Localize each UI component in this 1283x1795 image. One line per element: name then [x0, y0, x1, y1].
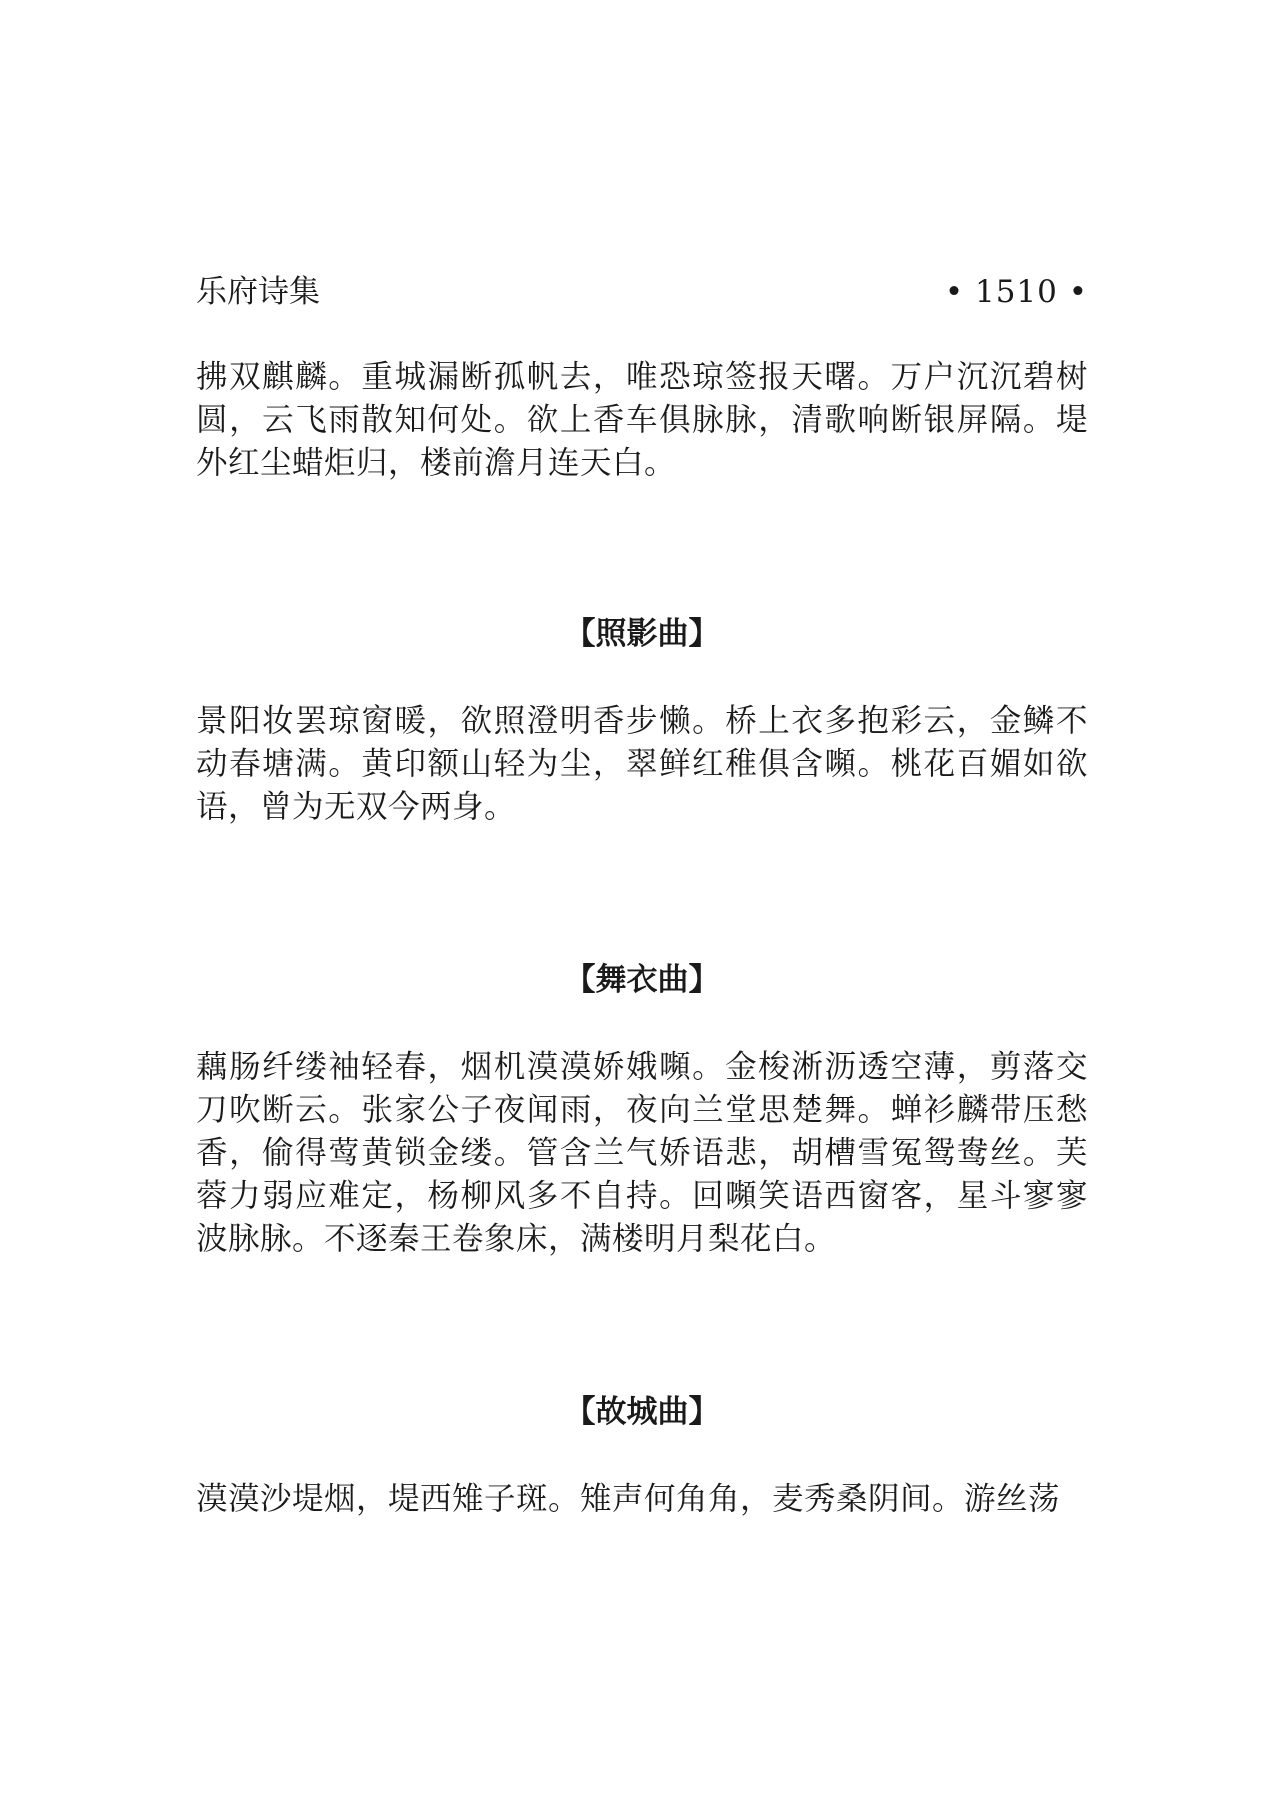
page-number: • 1510 • [944, 274, 1088, 310]
poem-title-wuyi: 【舞衣曲】 [564, 962, 720, 998]
poem-text-continued: 拂双麒麟。重城漏断孤帆去，唯恐琼签报天曙。万户沉沉碧树圆，云飞雨散知何处。欲上香车俱脉脉，清歌响断银屏隔。堤外红尘蜡炬归，楼前澹月连天白。 [196, 359, 1088, 481]
document-page [196, 0, 1088, 1795]
running-header [196, 270, 1088, 314]
book-title: 乐府诗集 [196, 274, 320, 310]
poem-text-wuyi: 藕肠纤缕袖轻春，烟机漠漠娇娥嚬。金梭淅沥透空薄，剪落交刀吹断云。张家公子夜闻雨，夜向兰堂思楚舞。蝉衫麟带压愁香，偷得莺黄锁金缕。管含兰气娇语悲，胡槽雪冤鸳鸯丝。芙蓉力弱应难定，杨柳风多不自持。回嚬笑语西窗客，星斗寥寥波脉脉。不逐秦王卷象床，满楼明月梨花白。 [196, 1049, 1088, 1257]
poem-title-zhaoying: 【照影曲】 [564, 616, 720, 652]
poem-text-zhaoying: 景阳妆罢琼窗暖，欲照澄明香步懒。桥上衣多抱彩云，金鳞不动春塘满。黄印额山轻为尘，翠鲜红稚俱含嚬。桃花百媚如欲语，曾为无双今两身。 [196, 703, 1088, 825]
poem-title-gucheng: 【故城曲】 [564, 1394, 720, 1430]
poem-text-gucheng: 漠漠沙堤烟，堤西雉子斑。雉声何角角，麦秀桑阴间。游丝荡 [196, 1481, 1061, 1517]
